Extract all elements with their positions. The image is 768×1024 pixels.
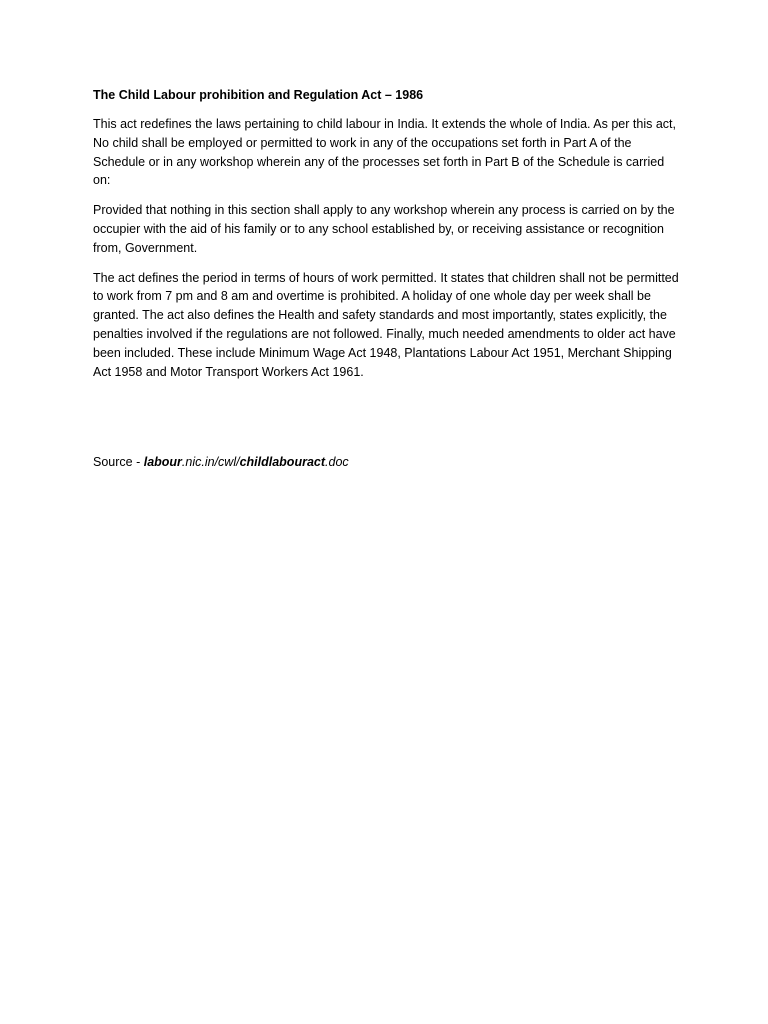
source-prefix: Source - bbox=[93, 455, 144, 470]
source-file-keyword: childlabouract bbox=[239, 455, 326, 470]
source-file-extension: .doc bbox=[325, 455, 349, 470]
document-page bbox=[93, 86, 683, 472]
source-domain-keyword: labour bbox=[143, 455, 182, 470]
paragraph-working-hours: The act defines the period in terms of hours of work permitted. It states that children shall not be permitted to work from 7 pm and 8 am and overtime is prohibited. A holiday of one whole day per week shall be granted. The act also defines the Health and safety standards and most importantly, states explicitly, the penalties involved if the regulations are not followed. Finally, much needed amendments to older act have been included. These include Minimum Wage Act 1948, Plantations Labour Act 1951, Merchant Shipping Act 1958 and Motor Transport Workers Act 1961. bbox=[93, 270, 679, 379]
paragraph-scope: This act redefines the laws pertaining to child labour in India. It extends the whole of India. As per this act, No child shall be employed or permitted to work in any of the occupations set forth in Part A of the Schedule or in any workshop wherein any of the processes set forth in Part B of the Schedule is carried on: bbox=[93, 117, 676, 188]
source-citation bbox=[93, 453, 683, 472]
source-domain-path: .nic.in/cwl/ bbox=[181, 455, 240, 470]
paragraph-proviso: Provided that nothing in this section shall apply to any workshop wherein any process is carried on by the occupier with the aid of his family or to any school established by, or receiving assistance or recognition from, Government. bbox=[93, 203, 675, 255]
document-title: The Child Labour prohibition and Regulation Act – 1986 bbox=[93, 88, 424, 102]
